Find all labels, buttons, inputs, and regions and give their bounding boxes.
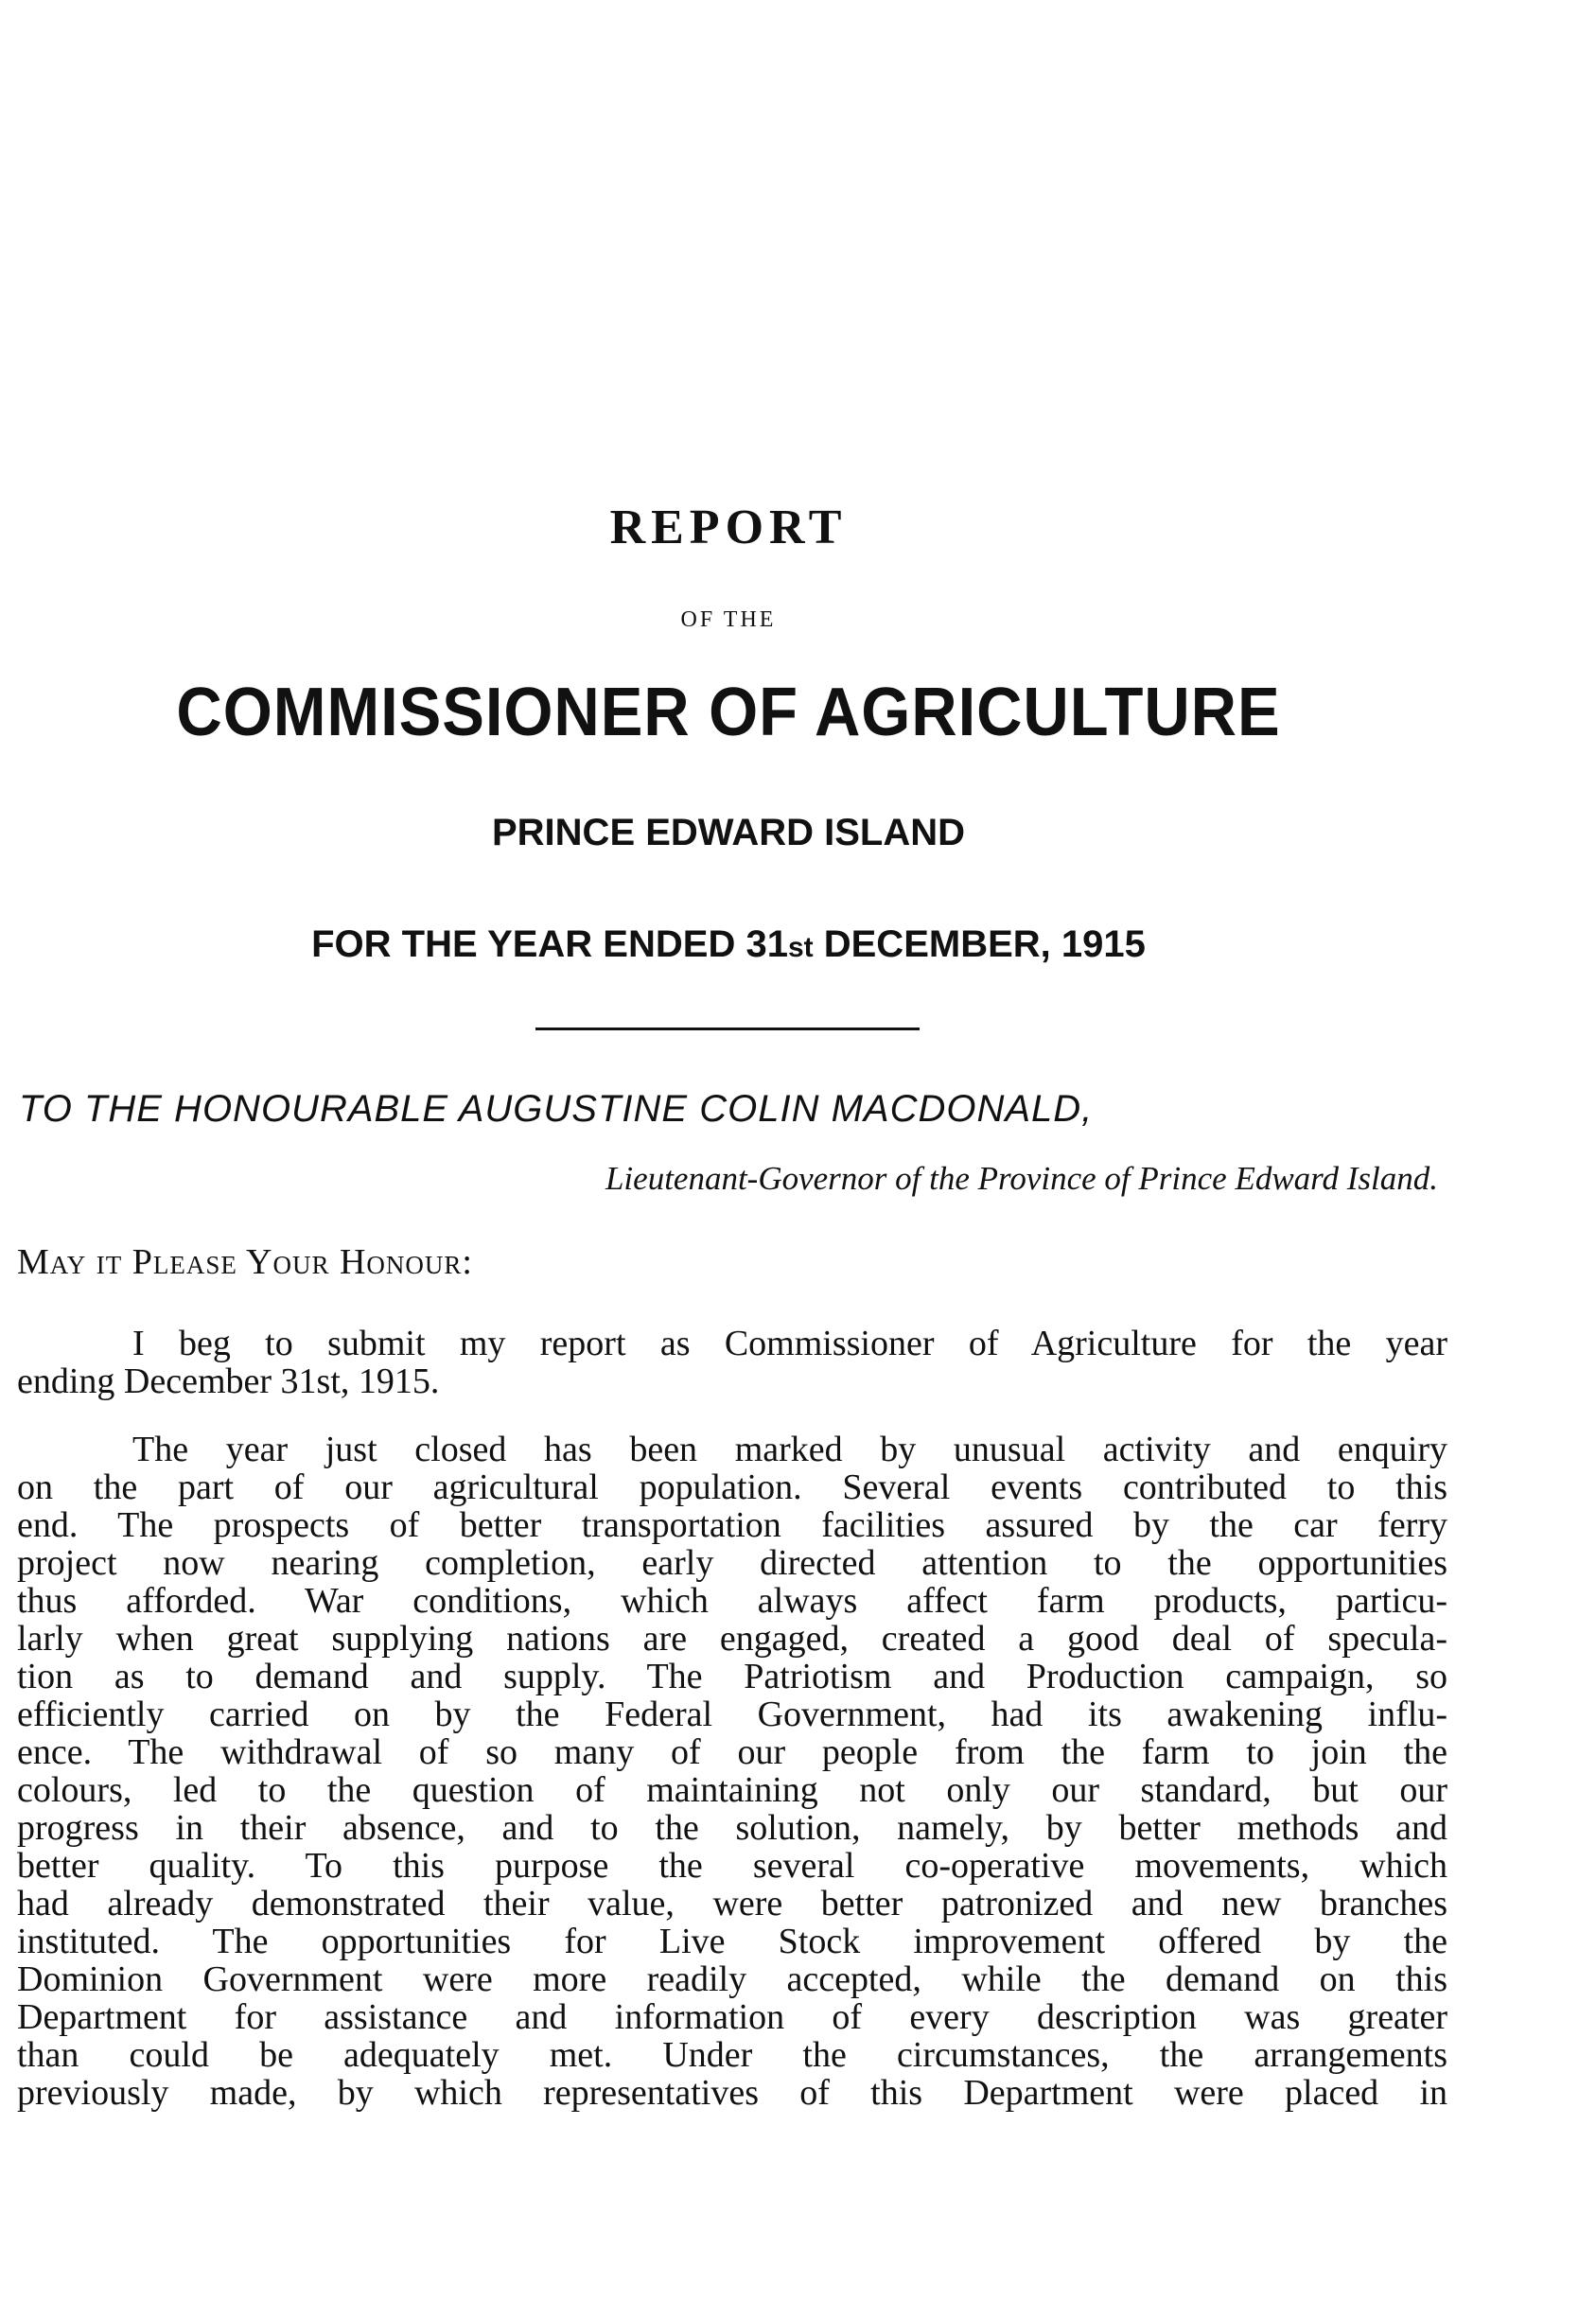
paragraph-1-line: I beg to submit my report as Commissioner of Agriculture for the year [132, 1324, 1447, 1363]
paragraph-2-line: Department for assistance and information of every description was greater [17, 1997, 1447, 2037]
heading-divider [535, 1028, 920, 1030]
of-the-subheading: OF THE [680, 607, 777, 632]
year-heading [0, 923, 1457, 966]
paragraph-2-line: better quality. To this purpose the several co-operative movements, which [17, 1846, 1447, 1886]
paragraph-2-line: The year just closed has been marked by unusual activity and enquiry [132, 1430, 1447, 1469]
paragraph-2-line: project now nearing completion, early directed attention to the opportunities [17, 1543, 1447, 1583]
year-prefix: FOR THE YEAR ENDED 31 [311, 923, 788, 965]
paragraph-1 [17, 1325, 1447, 1400]
paragraph-2-line: than could be adequately met. Under the circumstances, the arrangements [17, 2035, 1447, 2075]
commissioner-heading: COMMISSIONER OF AGRICULTURE [176, 675, 1281, 750]
province-heading: PRINCE EDWARD ISLAND [491, 812, 966, 853]
year-suffix: DECEMBER, 1915 [813, 923, 1146, 965]
year-ordinal: st [787, 932, 814, 963]
paragraph-2-line: Dominion Government were more readily accepted, while the demand on this [17, 1959, 1447, 1999]
salutation: May it Please Your Honour: [17, 1242, 473, 1282]
paragraph-2 [17, 1431, 1447, 2112]
paragraph-2-line: instituted. The opportunities for Live Stock improvement offered by the [17, 1922, 1447, 1961]
report-heading: REPORT [609, 501, 848, 554]
paragraph-2-line: progress in their absence, and to the solution, namely, by better methods and [17, 1808, 1447, 1848]
addressee-line: TO THE HONOURABLE AUGUSTINE COLIN MACDONALD, [19, 1088, 1094, 1130]
paragraph-2-line: previously made, by which representatives of this Department were placed in [17, 2073, 1447, 2113]
paragraph-2-line: efficiently carried on by the Federal Government, had its awakening influ- [17, 1695, 1447, 1734]
paragraph-1-line: ending December 31st, 1915. [17, 1361, 440, 1401]
paragraph-2-line: thus afforded. War conditions, which always affect farm products, particu- [17, 1581, 1447, 1621]
paragraph-2-line: on the part of our agricultural population. Several events contributed to this [17, 1467, 1447, 1507]
paragraph-2-line: colours, led to the question of maintaining not only our standard, but our [17, 1770, 1447, 1810]
paragraph-2-line: ence. The withdrawal of so many of our people from the farm to join the [17, 1732, 1447, 1772]
paragraph-2-line: tion as to demand and supply. The Patriotism and Production campaign, so [17, 1657, 1447, 1696]
paragraph-2-line: end. The prospects of better transportation facilities assured by the car ferry [17, 1505, 1447, 1545]
paragraph-2-line: larly when great supplying nations are engaged, created a good deal of specula- [17, 1619, 1447, 1659]
paragraph-2-line: had already demonstrated their value, were better patronized and new branches [17, 1884, 1447, 1923]
addressee-title-line: Lieutenant-Governor of the Province of Prince Edward Island. [605, 1160, 1438, 1197]
